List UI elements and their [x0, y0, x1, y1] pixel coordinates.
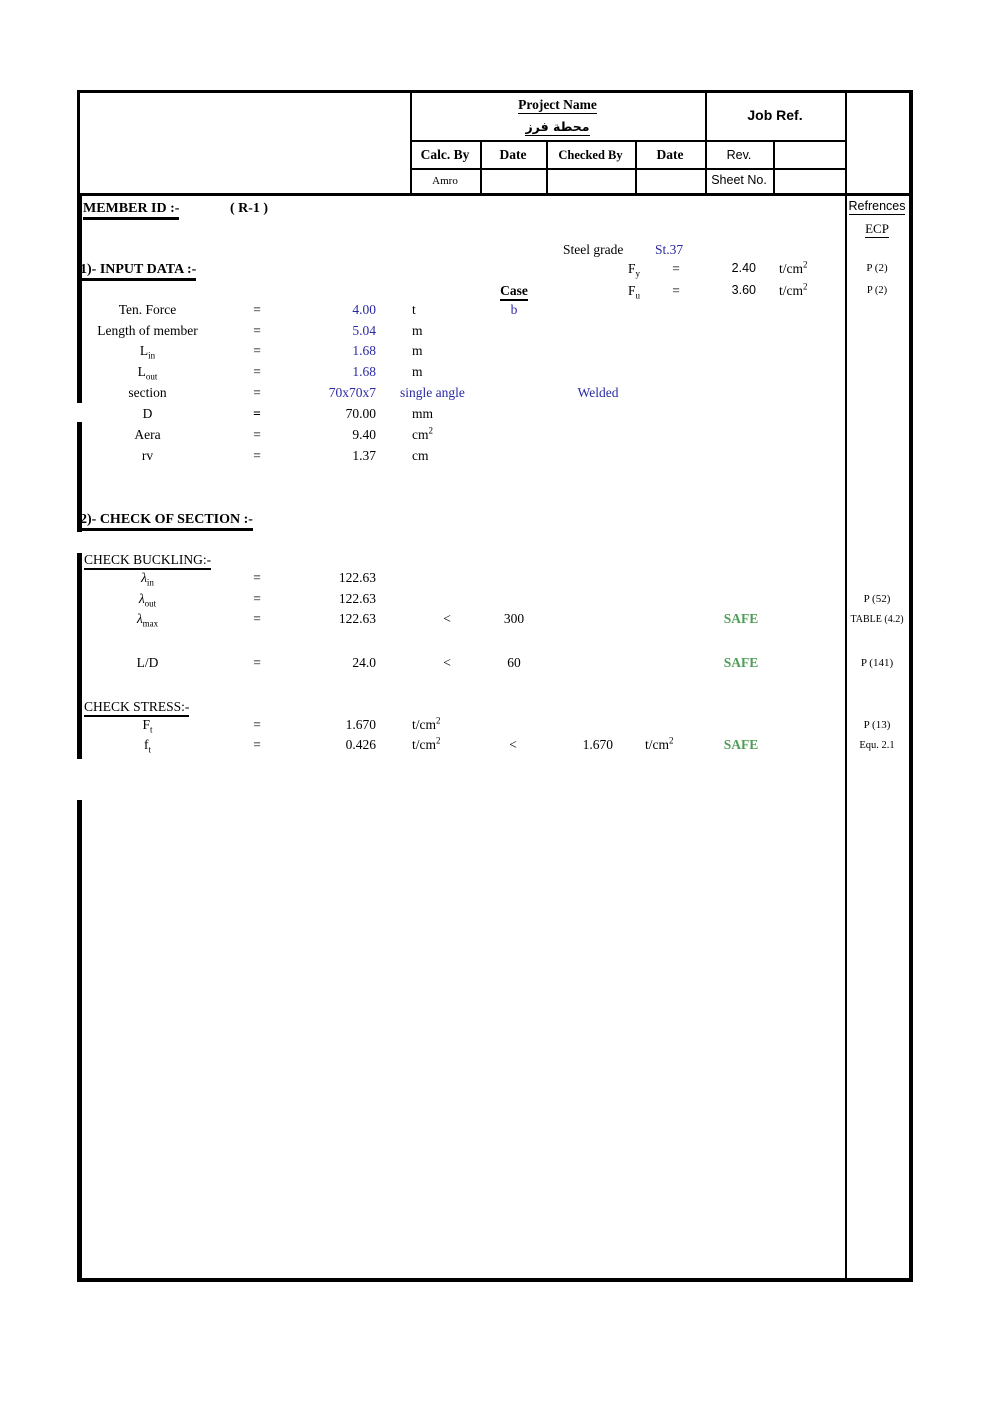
header-row-line-1 — [410, 140, 845, 142]
calc-by-label: Calc. By — [420, 147, 470, 162]
check-buckling-title: CHECK BUCKLING:- — [84, 552, 211, 570]
fy-value: 2.40 — [731, 261, 756, 275]
equals-sign: = — [253, 448, 261, 463]
row-value: 1.68 — [352, 343, 376, 358]
row-unit: mm — [412, 406, 434, 421]
fy-equals: = — [672, 261, 680, 276]
case-label: Case — [500, 283, 528, 301]
row-unit: $t/cm^2$ — [412, 735, 441, 752]
status-badge: SAFE — [723, 611, 759, 626]
equals-sign: = — [253, 427, 261, 442]
steel-grade-value: St.37 — [655, 242, 684, 257]
comparator: < — [443, 611, 451, 626]
header-col-line-5 — [773, 140, 775, 195]
case-value: b — [510, 302, 518, 317]
case-label-cell — [479, 283, 549, 299]
rev-label: Rev. — [726, 148, 752, 162]
check-section-title: 2)- CHECK OF SECTION :- — [80, 512, 253, 531]
row-unit: t — [412, 302, 416, 317]
member-id-value: ( R-1 ) — [230, 201, 269, 216]
job-ref-label: Job Ref. — [747, 107, 803, 123]
row-value: 1.37 — [352, 448, 376, 463]
equals-sign: = — [253, 737, 261, 752]
row-label: $L_{out}$ — [137, 364, 158, 382]
ref-ft-allow: P (13) — [863, 719, 891, 731]
equals-sign: = — [253, 591, 261, 606]
row-unit: $cm^2$ — [412, 425, 433, 442]
row-label: $f_t$ — [143, 737, 151, 755]
equals-sign: = — [253, 655, 261, 670]
checked-by-label: Checked By — [558, 148, 623, 162]
equals-sign: = — [253, 717, 261, 732]
row-label: Length of member — [97, 323, 198, 338]
status-badge: SAFE — [723, 737, 759, 752]
row-value: 122.63 — [338, 591, 376, 606]
references-title: Refrences — [848, 199, 906, 213]
row-label: $\lambda_{max}$ — [136, 611, 159, 629]
limit-value: 1.670 — [582, 737, 613, 752]
member-id-label: MEMBER ID :- — [83, 201, 179, 220]
equals-sign: = — [253, 570, 261, 585]
references-code: ECP — [865, 221, 889, 236]
ref-fu: P (2) — [866, 285, 888, 296]
header-bottom-line — [77, 193, 913, 196]
input-row-l-in — [0, 343, 992, 363]
input-row-length — [0, 323, 992, 343]
fu-symbol: $F_u$ — [627, 283, 640, 301]
row-unit: cm — [412, 448, 429, 463]
input-data-title: 1)- INPUT DATA :- — [80, 262, 196, 281]
check-buckling-title-cell — [84, 552, 211, 569]
buckling-row-lambda-in — [0, 570, 992, 590]
row-value: 24.0 — [352, 655, 376, 670]
equals-sign: = — [253, 343, 261, 358]
limit-value: 300 — [503, 611, 525, 626]
ref-lambda-max: TABLE (4.2) — [850, 614, 904, 625]
row-label: $\lambda_{out}$ — [138, 591, 157, 609]
input-row-l-out — [0, 364, 992, 384]
fu-equals: = — [672, 283, 680, 298]
row-value: 1.670 — [345, 717, 376, 732]
sheet-no-label: Sheet No. — [711, 173, 767, 187]
comparator: < — [443, 655, 451, 670]
input-row-d — [0, 406, 992, 426]
steel-grade-label: Steel grade — [563, 242, 624, 257]
equals-sign: = — [253, 385, 261, 400]
member-id-cell — [83, 200, 179, 218]
check-stress-title: CHECK STRESS:- — [84, 699, 189, 717]
limit-unit: $t/cm^2$ — [645, 735, 674, 752]
stress-row-ft-actual — [0, 737, 992, 757]
row-label: $F_t$ — [142, 717, 153, 735]
buckling-row-ld — [0, 655, 992, 675]
buckling-row-lambda-out — [0, 591, 992, 611]
logo-box-left-border — [77, 90, 80, 196]
input-row-rv — [0, 448, 992, 468]
row-label: section — [128, 385, 167, 400]
header-row-line-2 — [410, 168, 845, 170]
row-unit: m — [412, 323, 423, 338]
fu-row — [0, 283, 992, 303]
date-label-1: Date — [499, 147, 527, 162]
row-value: 5.04 — [352, 323, 376, 338]
row-value: 70x70x7 — [328, 385, 376, 400]
fu-unit: $t/cm^2$ — [779, 281, 808, 298]
equals-sign: = — [253, 302, 261, 317]
equals-sign: = — [253, 406, 261, 421]
equals-sign: = — [253, 364, 261, 379]
row-unit: m — [412, 364, 423, 379]
row-label: Aera — [134, 427, 161, 442]
references-title-cell — [845, 198, 909, 215]
row-value: 9.40 — [352, 427, 376, 442]
date-label-2: Date — [656, 147, 684, 162]
status-badge: SAFE — [723, 655, 759, 670]
row-value: 70.00 — [345, 406, 376, 421]
project-name-label: Project Name — [518, 97, 597, 112]
ref-ld: P (141) — [860, 657, 894, 669]
input-row-area — [0, 427, 992, 447]
project-name-value: محطة فرز — [525, 119, 590, 134]
fu-value: 3.60 — [731, 283, 756, 297]
row-value: 4.00 — [352, 302, 376, 317]
row-value: 122.63 — [338, 570, 376, 585]
frame-top-line — [77, 90, 913, 93]
references-code-cell — [845, 221, 909, 238]
row-label: D — [142, 406, 153, 421]
steel-grade-row — [0, 242, 992, 262]
check-stress-title-cell — [84, 699, 189, 716]
fy-unit: $t/cm^2$ — [779, 259, 808, 276]
row-value: 1.68 — [352, 364, 376, 379]
check-section-title-cell — [80, 511, 253, 529]
row-label: rv — [141, 448, 154, 463]
buckling-row-lambda-max — [0, 611, 992, 631]
row-label: Ten. Force — [118, 302, 177, 317]
row-label: $\lambda_{in}$ — [141, 570, 154, 588]
input-data-title-cell — [80, 261, 196, 279]
row-label: $L_{in}$ — [139, 343, 156, 361]
left-bar-4 — [77, 800, 82, 1282]
row-unit: $t/cm^2$ — [412, 715, 441, 732]
ref-ft-actual: Equ. 2.1 — [859, 740, 895, 751]
ref-lambda-out: P (52) — [863, 593, 891, 605]
comparator: < — [509, 737, 517, 752]
calc-by-value: Amro — [432, 175, 458, 187]
ref-fy: P (2) — [866, 262, 888, 274]
input-row-ten-force — [0, 302, 992, 322]
frame-bottom-line — [77, 1278, 913, 1282]
row-value: 122.63 — [338, 611, 376, 626]
project-name-cell — [410, 97, 705, 114]
input-row-section — [0, 385, 992, 405]
equals-sign: = — [253, 611, 261, 626]
limit-value: 60 — [507, 655, 521, 670]
row-unit: m — [412, 343, 423, 358]
equals-sign: = — [253, 323, 261, 338]
connection-type: Welded — [577, 385, 619, 400]
stress-row-ft-allowable — [0, 717, 992, 737]
fy-symbol: $F_y$ — [627, 261, 640, 279]
row-label: L/D — [136, 655, 159, 670]
project-name-value-cell — [410, 119, 705, 136]
row-value: 0.426 — [345, 737, 376, 752]
section-type: single angle — [400, 385, 465, 400]
